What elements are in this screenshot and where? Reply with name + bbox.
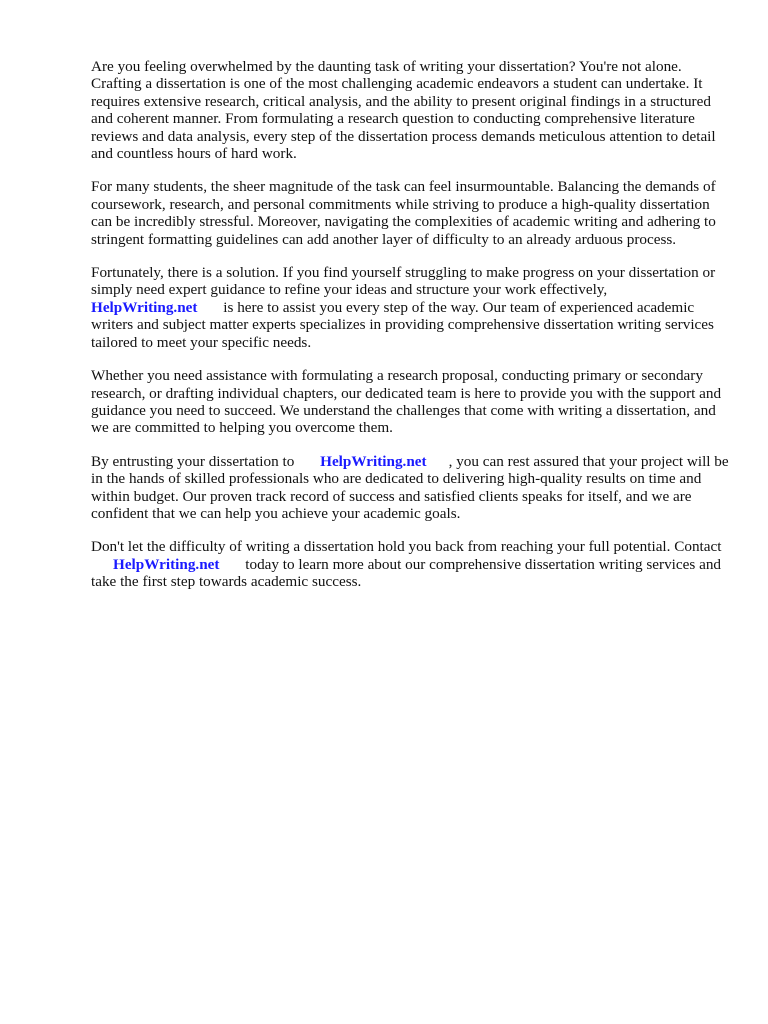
paragraph-solution-text-before: Fortunately, there is a solution. If you find yourself struggling to make progress on your dissertation or simply need expert guidance to refine your ideas and structure your work effectively, (91, 264, 716, 299)
paragraph-contact-text-before: Don't let the difficulty of writing a dissertation hold you back from reaching your full potential. Contact (91, 538, 722, 556)
paragraph-solution (91, 264, 731, 351)
paragraph-challenges: For many students, the sheer magnitude of the task can feel insurmountable. Balancing the demands of coursework, research, and personal commitments while striving to produce a high-quality dissertation can be incredibly stressful. Moreover, navigating the complexities of academic writing and adhering to stringent formatting guidelines can add another layer of difficulty to an already arduous process. (91, 178, 716, 248)
paragraph-assistance: Whether you need assistance with formulating a research proposal, conducting primary or secondary research, or drafting individual chapters, our dedicated team is here to provide you with the support and guidance you need to succeed. We understand the challenges that come with writing a dissertation, and we are committed to helping you overcome them. (91, 367, 722, 437)
paragraph-solution-text-after: is here to assist you every step of the way. Our team of experienced academic writers and subject matter experts specializes in providing comprehensive dissertation writing services tailored to meet your specific needs. (91, 298, 714, 351)
helpwriting-link[interactable]: HelpWriting.net (320, 452, 427, 470)
paragraph-entrusting-text-before: By entrusting your dissertation to (91, 452, 295, 470)
helpwriting-link[interactable]: HelpWriting.net (113, 555, 220, 573)
paragraph-intro: Are you feeling overwhelmed by the daunting task of writing your dissertation? You're not alone. Crafting a dissertation is one of the most challenging academic endeavors a student can undertake. It requires extensive research, critical analysis, and the ability to present original findings in a structured and coherent manner. From formulating a research question to conducting comprehensive literature reviews and data analysis, every step of the dissertation process demands meticulous attention to detail and countless hours of hard work. (91, 58, 716, 163)
paragraph-contact-text-after: today to learn more about our comprehensive dissertation writing services and take the first step towards academic success. (91, 555, 722, 591)
document-page (91, 58, 731, 607)
paragraph-entrusting (91, 453, 731, 523)
paragraph-entrusting-text-after: , you can rest assured that your project will be in the hands of skilled professionals who are dedicated to delivering high-quality results on time and within budget. Our proven track record of success and satisfied clients speaks for itself, and we are confident that we can help you achieve your academic goals. (91, 452, 729, 522)
helpwriting-link[interactable]: HelpWriting.net (91, 298, 198, 316)
paragraph-contact (91, 538, 731, 590)
